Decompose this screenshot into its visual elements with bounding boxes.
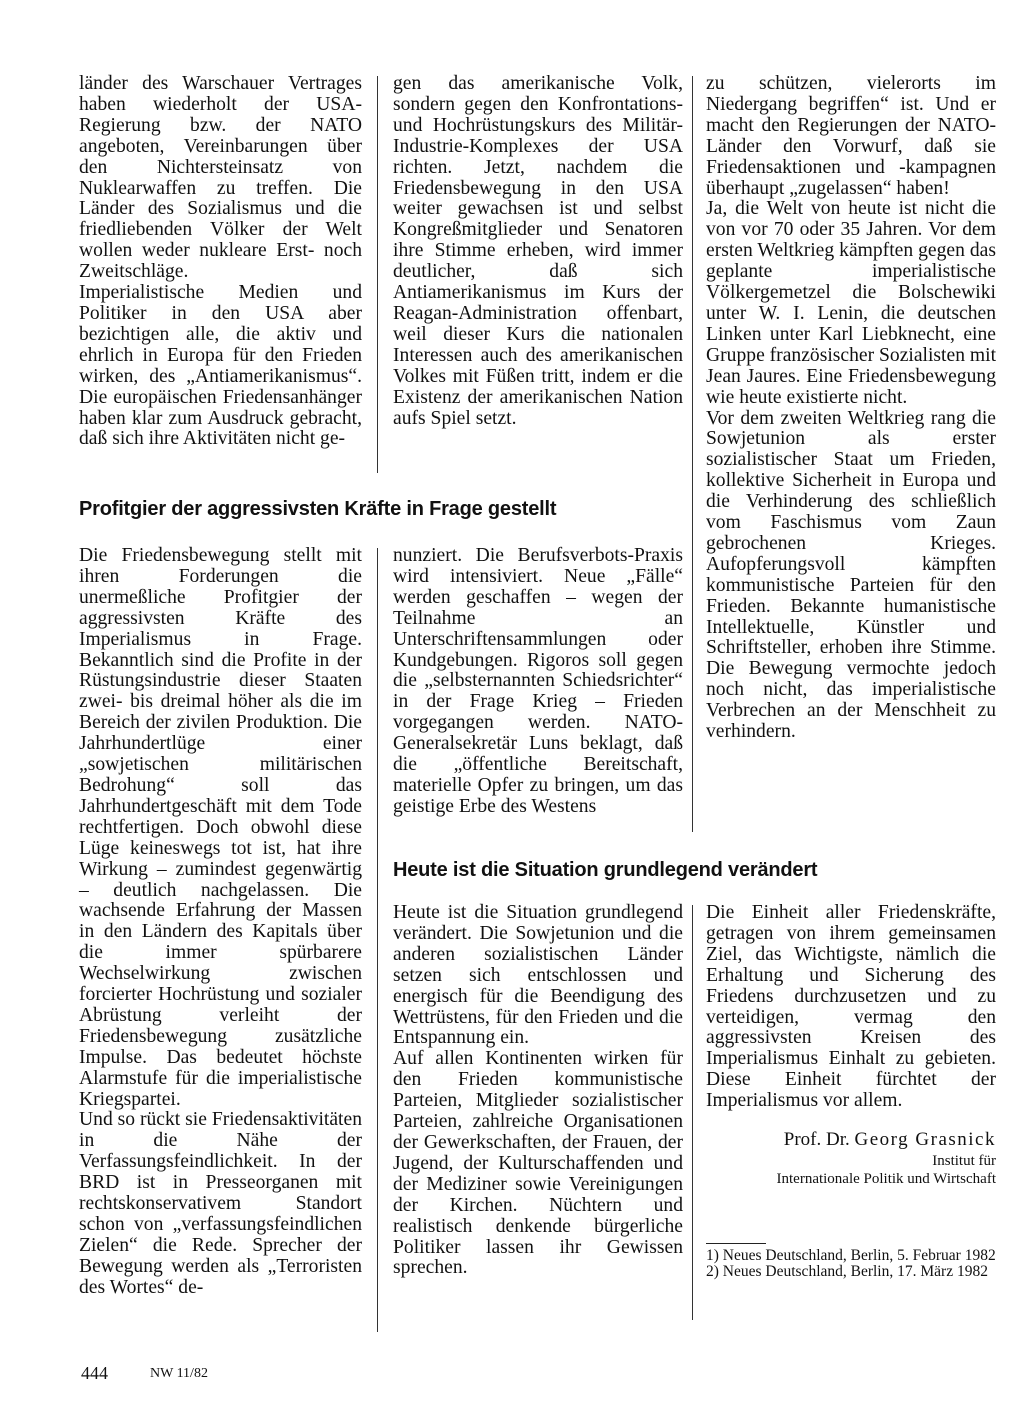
section3-column-3 bbox=[706, 903, 996, 1280]
footnote: 2) Neues Deutschland, Berlin, 17. März 1982 bbox=[706, 1262, 988, 1280]
paragraph: zu schützen, vielerorts im Niedergang begriffen“ ist. Und er macht den Regierungen der NATO-Länder den Vorwurf, daß sie Friedensaktionen und -kampagnen überhaupt „zugelassen“ haben! bbox=[706, 73, 996, 199]
column-divider bbox=[692, 76, 693, 832]
paragraph: Und so rückt sie Friedensaktivitäten in die Nähe der Verfassungsfeindlichkeit. In der BRD ist in Presseorganen mit rechtskonservativem Standort schon von „verfassungsfeindlichen Zielen“ die Rede. Sprecher der Bewegung werden als „Terroristen des Wortes“ de- bbox=[79, 1109, 362, 1298]
author-name: Georg Grasnick bbox=[854, 1129, 996, 1151]
page-number: 444 bbox=[81, 1363, 108, 1383]
paragraph: Ja, die Welt von heute ist nicht die von vor 70 oder 35 Jahren. Vor dem ersten Weltkrieg kämpften gegen das geplante imperialistische Völkergemetzel die Bolschewiki unter W. I. Lenin, die deutschen Linken unter Karl Liebknecht, eine Gruppe französischer Sozialisten mit Jean Jaures. Eine Friedensbewegung wie heute existierte nicht. bbox=[706, 198, 997, 408]
paragraph: Vor dem zweiten Weltkrieg rang die Sowjetunion als erster sozialistischer Staat um Frieden, kollektive Sicherheit in Europa und die Verhinderung des schließlich vom Faschismus vom Zaun gebrochenen Krieges. Aufopferungsvoll kämpften kommunistische Parteien für den Frieden. Bekannte humanistische Intellektuelle, Künstler und Schriftsteller, erhoben ihre Stimme. Die Bewegung vermochte jedoch noch nicht, das imperialistische Verbrechen an der Menschheit zu verhindern. bbox=[706, 407, 996, 743]
paragraph: Die Friedensbewegung stellt mit ihren Forderungen die unermeßliche Profitgier der aggressivsten Kräfte des Imperialismus in Frage. Bekanntlich sind die Profite in der Rüstungsindustrie dieser Staaten zwei- bis dreimal höher als die im Bereich der zivilen Produktion. Die Jahrhundertlüge einer „sowjetischen militärischen Bedrohung“ soll das Jahrhundertgeschäft mit dem Tode rechtfertigen. Doch obwohl diese Lüge keineswegs tot ist, hat ihre Wirkung – zumindest gegenwärtig – deutlich nachgelassen. Die wachsende Erfahrung der Massen in den Ländern des Kapitals über die immer spürbarere Wechselwirkung zwischen forcierter Hochrüstung und sozialer Abrüstung verleiht der Friedensbewegung zusätzliche Impulse. Das bedeutet höchste Alarmstufe für die imperialistische Kriegspartei. bbox=[79, 545, 362, 1110]
section1-column-1 bbox=[79, 74, 362, 450]
column-divider bbox=[692, 905, 693, 1320]
section2-column-1 bbox=[79, 546, 362, 1299]
paragraph: Die Einheit aller Friedenskräfte, getragen von ihrem gemeinsamen Ziel, das Wichtigste, nämlich die Erhaltung und Sicherung des Friedens durchzusetzen und zu verteidigen, vermag den aggressivsten Kreisen des Imperialismus Einhalt zu gebieten. Diese Einheit fürchtet der Imperialismus vor allem. bbox=[706, 902, 996, 1112]
issue-label: NW 11/82 bbox=[150, 1366, 208, 1381]
paragraph: nunziert. Die Berufsverbots-Praxis wird intensiviert. Neue „Fälle“ werden geschaffen – wegen der Teilnahme an Unterschriftensammlungen oder Kundgebungen. Rigoros soll gegen die „selbsternannten Schiedsrichter“ in der Frage Krieg – Frieden vorgegangen werden. NATO-Generalsekretär Luns beklagt, daß die „öffentliche Bereitschaft, materielle Opfer zu bringen, um das geistige Erbe des Westens bbox=[393, 545, 683, 817]
column-divider bbox=[377, 548, 378, 1332]
section1-column-3 bbox=[706, 74, 996, 743]
author-title: Prof. Dr. bbox=[783, 1129, 850, 1151]
column-divider bbox=[377, 76, 378, 473]
paragraph: gen das amerikanische Volk, sondern gegen den Konfrontations- und Hochrüstungskurs des Militär-Industrie-Komplexes der USA richten. Jetzt, nachdem die Friedensbewegung in den USA weiter gewachsen ist und selbst Kongreßmitglieder und Senatoren ihre Stimme erheben, wird immer deutlicher, daß sich Antiamerikanismus im Kurs der Reagan-Administration offenbart, weil dieser Kurs die nationalen Interessen auch des amerikanischen Volkes mit Füßen tritt, indem er die Existenz der amerikanischen Nation aufs Spiel setzt. bbox=[393, 73, 683, 429]
section-heading: Heute ist die Situation grundlegend verändert bbox=[393, 859, 818, 881]
paragraph: Imperialistische Medien und Politiker in den USA aber bezichtigen alle, die aktiv und ehrlich in Europa für den Frieden wirken, des „Antiamerikanismus“. Die europäischen Friedensanhänger haben klar zum Ausdruck gebracht, daß sich ihre Aktivitäten nicht ge- bbox=[79, 282, 362, 450]
author-institute-line: Internationale Politik und Wirtschaft bbox=[776, 1170, 996, 1187]
footnote: 1) Neues Deutschland, Berlin, 5. Februar 1982 bbox=[706, 1246, 996, 1264]
paragraph: Heute ist die Situation grundlegend verändert. Die Sowjetunion und die anderen sozialistischen Länder setzen sich entschlossen und energisch für die Beendigung des Wettrüstens, für den Frieden und die Entspannung ein. bbox=[393, 902, 683, 1049]
footnote-divider bbox=[706, 1243, 766, 1244]
section1-column-2 bbox=[393, 74, 683, 429]
section-heading: Profitgier der aggressivsten Kräfte in Frage gestellt bbox=[79, 498, 557, 520]
author-signature bbox=[706, 1130, 996, 1151]
section3-column-2 bbox=[393, 903, 683, 1279]
author-institute-line: Institut für bbox=[932, 1152, 996, 1169]
section2-column-2 bbox=[393, 546, 683, 818]
paragraph: länder des Warschauer Vertrages haben wiederholt der USA-Regierung bzw. der NATO angeboten, Vereinbarungen über den Nichtersteinsatz von Nuklearwaffen zu treffen. Die Länder des Sozialismus und die friedliebenden Völker der Welt wollen weder nukleare Erst- noch Zweitschläge. bbox=[79, 73, 362, 283]
paragraph: Auf allen Kontinenten wirken für den Frieden kommunistische Parteien, Mitglieder sozialistischer Parteien, zahlreiche Organisationen der Gewerkschaften, der Frauen, der Jugend, der Kulturschaffenden und der Mediziner sowie Vereinigungen der Kirchen. Nüchtern und realistisch denkende bürgerliche Politiker lassen ihr Gewissen sprechen. bbox=[393, 1048, 683, 1279]
